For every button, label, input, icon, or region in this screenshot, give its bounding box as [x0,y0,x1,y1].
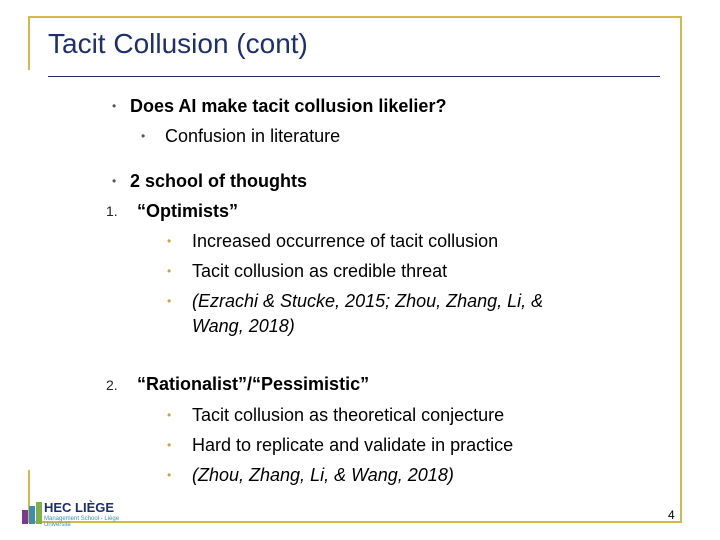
rationalist-point: Tacit collusion as theoretical conjecture [192,405,505,425]
frame-gap [22,70,52,470]
bullet-marker: • [112,99,117,113]
question-bullet: Does AI make tacit collusion likelier? [130,96,447,116]
logo-name: HEC LIÈGE [44,500,115,515]
question-sub-bullet: Confusion in literature [165,126,341,146]
bullet-marker: • [141,129,146,143]
page-number: 4 [668,508,675,522]
logo-mark-icon [22,502,42,526]
item-number: 1. [106,203,118,219]
rationalist-point: Hard to replicate and validate in practice [192,435,514,455]
optimists-citation: (Ezrachi & Stucke, 2015; Zhou, Zhang, Li, & [192,291,544,311]
item-number: 2. [106,377,118,393]
optimists-citation-cont: Wang, 2018) [192,316,295,336]
bullet-marker: • [112,174,117,188]
optimists-label: “Optimists” [137,201,239,221]
optimists-point: Tacit collusion as credible threat [192,261,448,281]
rationalist-label: “Rationalist”/“Pessimistic” [137,374,370,394]
bullet-marker: • [167,468,172,482]
logo-tagline: Management School - Liège Université [44,516,120,528]
bullet-marker: • [167,408,172,422]
bullet-marker: • [167,234,172,248]
rationalist-citation: (Zhou, Zhang, Li, & Wang, 2018) [192,465,454,485]
optimists-point: Increased occurrence of tacit collusion [192,231,499,251]
schools-bullet: 2 school of thoughts [130,171,307,191]
bullet-marker: • [167,438,172,452]
slide-title: Tacit Collusion (cont) [48,28,308,59]
hec-liege-logo [22,500,122,528]
bullet-marker: • [167,264,172,278]
bullet-marker: • [167,294,172,308]
title-divider [48,76,660,77]
